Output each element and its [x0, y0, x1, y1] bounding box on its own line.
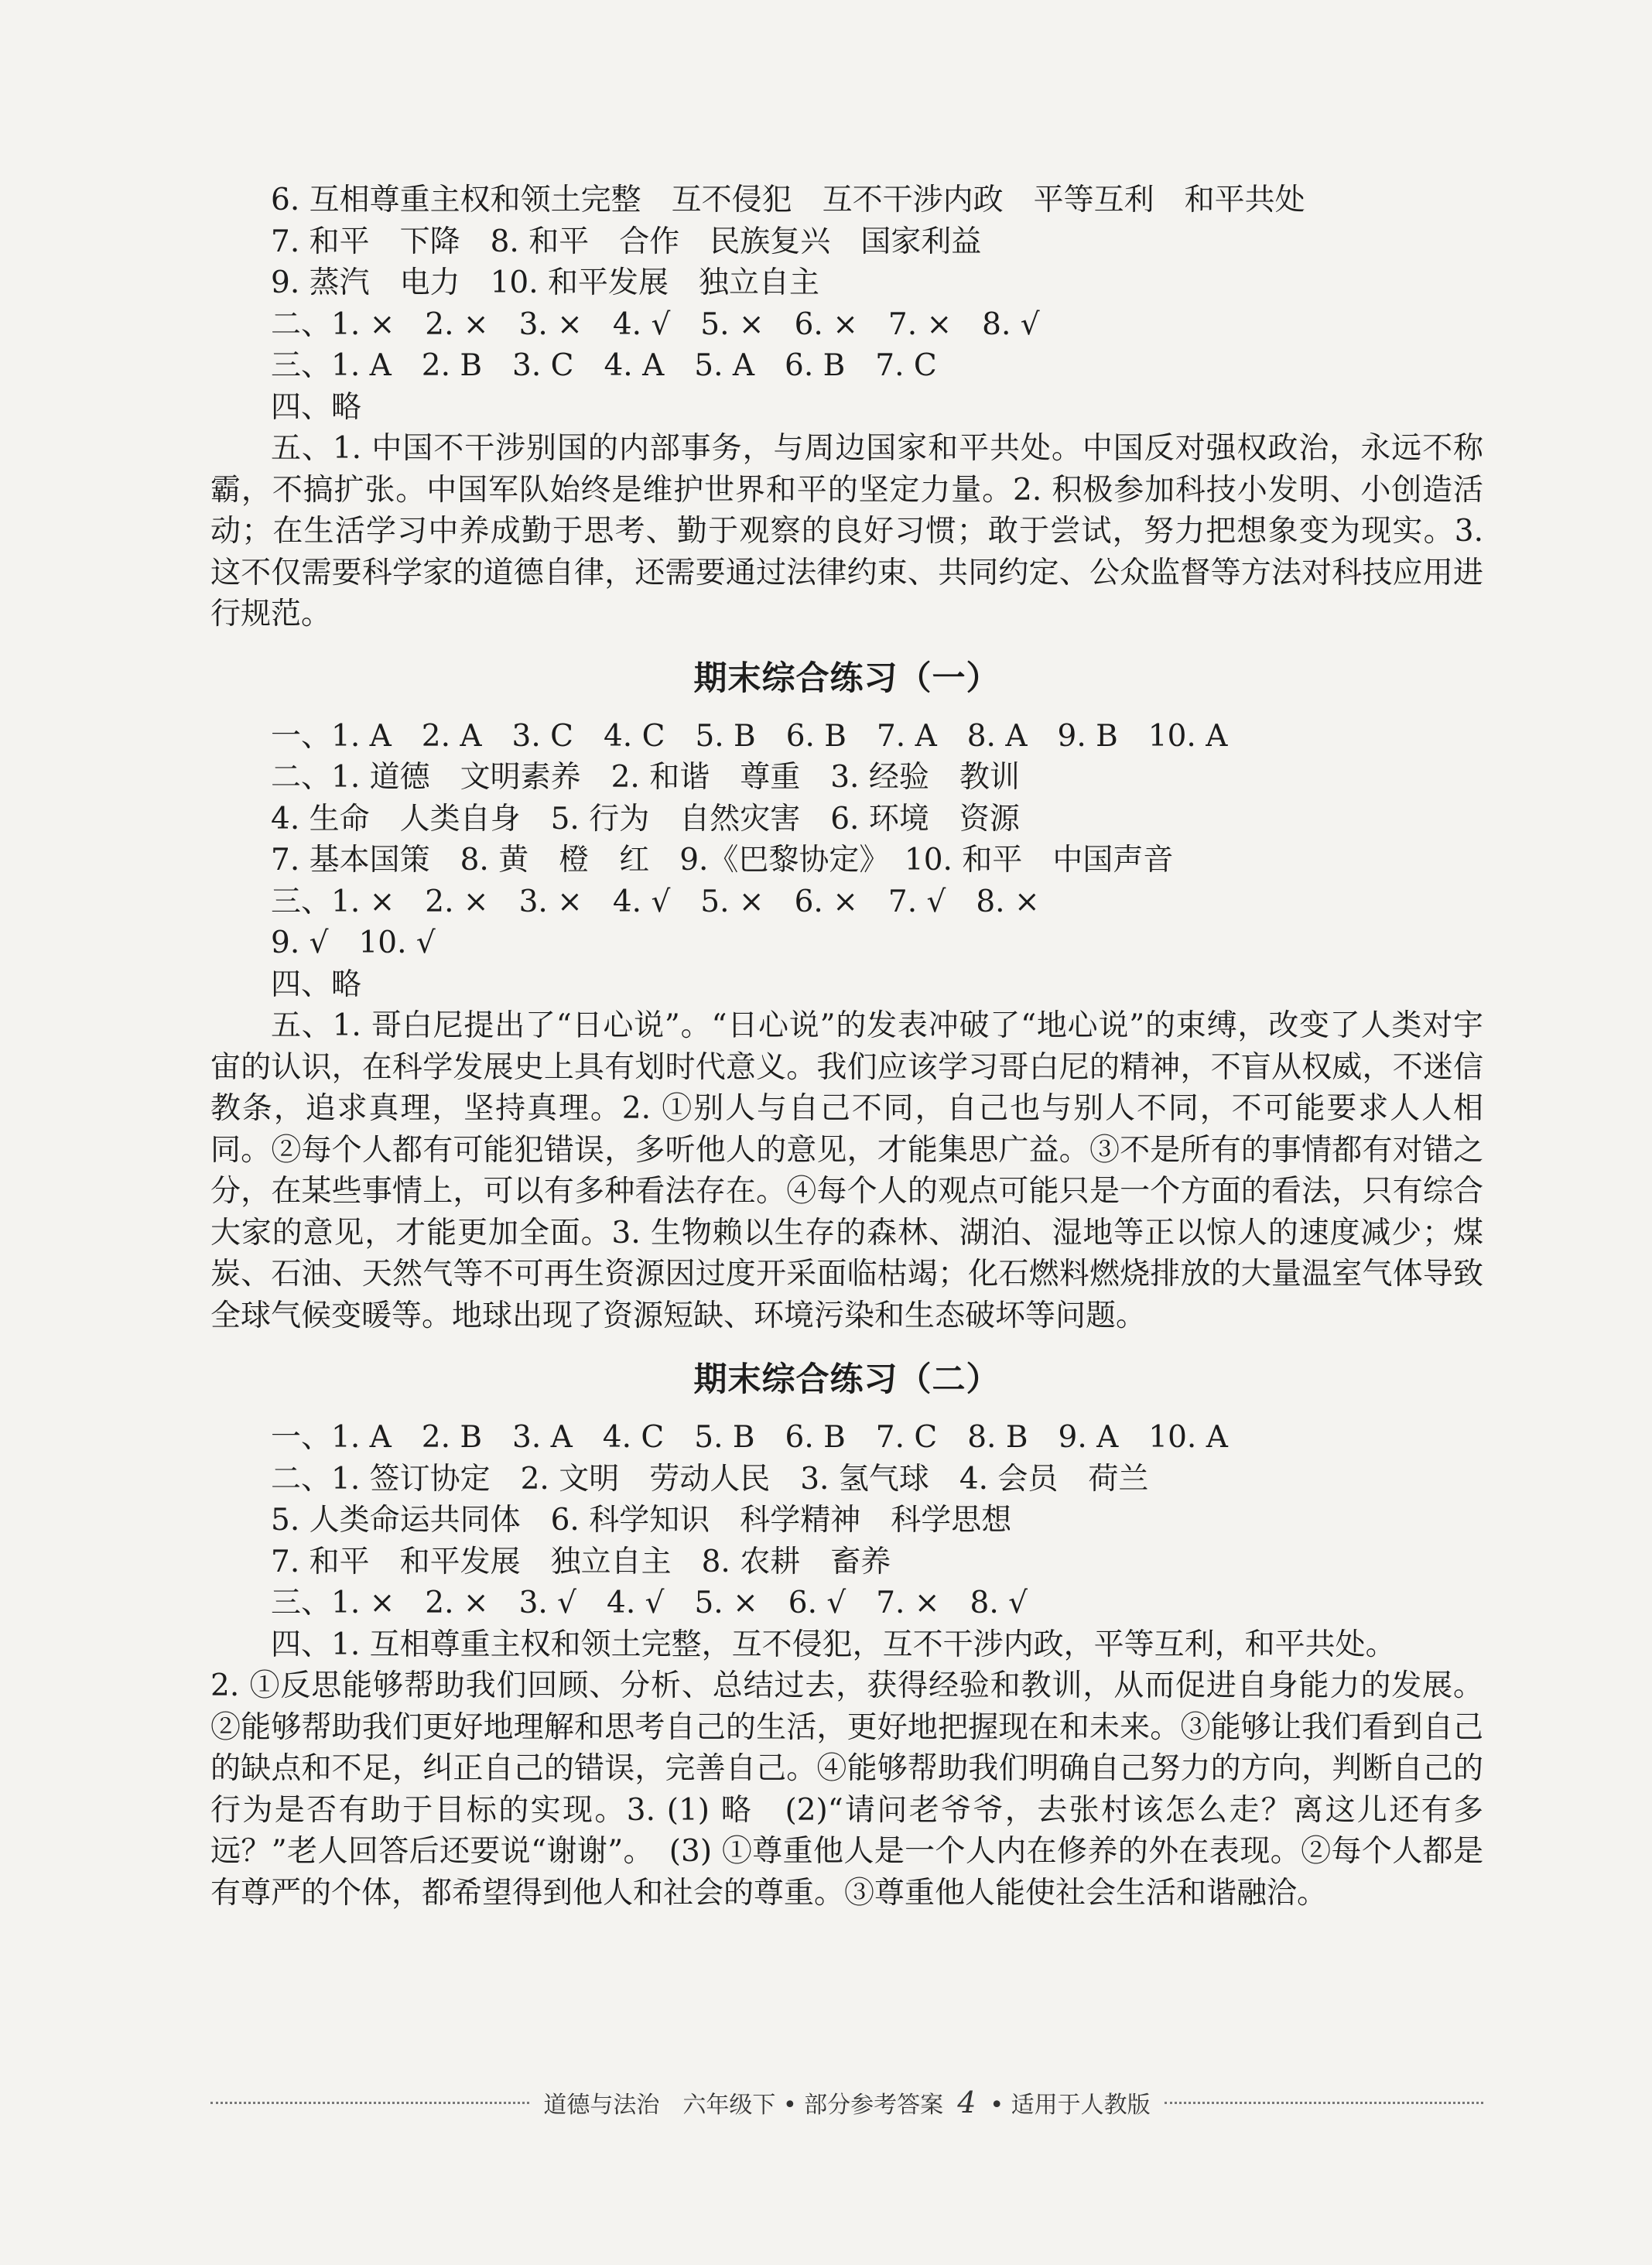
s1-answer-3: 三、1. × 2. × 3. × 4. √ 5. × 6. × 7. √ 8. × — [271, 884, 1040, 919]
footer-right-rule — [1165, 2102, 1483, 2104]
top-answer-5: 五、1. 中国不干涉别国的内部事务，与周边国家和平共处。中国反对强权政治，永远不称霸，不搞扩张。中国军队始终是维护世界和平的坚定力量。2. 积极参加科技小发明、小创造活动；在生活学习中养成勤于思考、勤于观察的良好习惯；敢于尝试，努力把想象变为现实。3. 这不仅需要科学家的道德自律，还需要通过法律约束、共同约定、公众监督等方法对科技应用进行规范。 — [210, 431, 1483, 631]
s2-answer-4-rest: 2. ①反思能够帮助我们回顾、分析、总结过去，获得经验和教训，从而促进自身能力的发展。②能够帮助我们更好地理解和思考自己的生活，更好地把握现在和未来。③能够让我们看到自己的缺点和不足，纠正自己的错误，完善自己。④能够帮助我们明确自己努力的方向，判断自己的行为是否有助于目标的实现。3. (1) 略 (2)“请问老爷爷，去张村该怎么走？离这儿还有多远？”老人回答后还要说“谢谢”。 (3) ①尊重他人是一个人内在修养的外在表现。②每个人都是有尊严的个体，都希望得到他人和社会的尊重。③尊重他人能使社会生活和谐融洽。 — [210, 1668, 1483, 1911]
section-1-title: 期末综合练习（一） — [693, 659, 1000, 698]
s1-answer-4: 四、略 — [271, 967, 362, 1002]
s2-answer-3: 三、1. × 2. × 3. √ 4. √ 5. × 6. √ 7. × 8. √ — [271, 1586, 1028, 1620]
s1-answer-2-cont-b: 7. 基本国策 8. 黄 橙 红 9.《巴黎协定》 10. 和平 中国声音 — [271, 843, 1174, 878]
s1-answer-5: 五、1. 哥白尼提出了“日心说”。“日心说”的发表冲破了“地心说”的束缚，改变了人类对宇宙的认识，在科学发展史上具有划时代意义。我们应该学习哥白尼的精神，不盲从权威，不迷信教条，追求真理，坚持真理。2. ①别人与自己不同，自己也与别人不同，不可能要求人人相同。②每个人都有可能犯错误，多听他人的意见，才能集思广益。③不是所有的事情都有对错之分，在某些事情上，可以有多种看法存在。④每个人的观点可能只是一个方面的看法，只有综合大家的意见，才能更加全面。3. 生物赖以生存的森林、湖泊、湿地等正以惊人的速度减少；煤炭、石油、天然气等不可再生资源因过度开采面临枯竭；化石燃料燃烧排放的大量温室气体导致全球气候变暖等。地球出现了资源短缺、环境污染和生态破坏等问题。 — [210, 1008, 1483, 1333]
footer-left-rule — [210, 2102, 529, 2104]
s2-answer-2-cont-a: 5. 人类命运共同体 6. 科学知识 科学精神 科学思想 — [271, 1503, 1012, 1538]
top-line-9: 9. 蒸汽 电力 10. 和平发展 独立自主 — [271, 265, 820, 300]
top-answer-4: 四、略 — [271, 389, 362, 425]
s1-answer-2-cont-a: 4. 生命 人类自身 5. 行为 自然灾害 6. 环境 资源 — [271, 801, 1020, 837]
top-line-7: 7. 和平 下降 8. 和平 合作 民族复兴 国家利益 — [271, 224, 982, 259]
footer-book-title: 道德与法治 六年级下 • 部分参考答案 — [543, 2092, 944, 2119]
top-answer-3: 三、1. A 2. B 3. C 4. A 5. A 6. B 7. C — [271, 348, 937, 383]
s1-answer-3-cont: 9. √ 10. √ — [271, 926, 436, 960]
section-2-title: 期末综合练习（二） — [693, 1360, 1000, 1399]
page-number: 4 — [957, 2085, 976, 2120]
footer-edition: • 适用于人教版 — [990, 2092, 1151, 2119]
top-answer-2: 二、1. × 2. × 3. × 4. √ 5. × 6. × 7. × 8. √ — [271, 306, 1040, 342]
top-line-6: 6. 互相尊重主权和领土完整 互不侵犯 互不干涉内政 平等互利 和平共处 — [271, 183, 1305, 217]
page-content — [210, 180, 1483, 1914]
s1-answer-1: 一、1. A 2. A 3. C 4. C 5. B 6. B 7. A 8. A 9. B 10. A — [271, 718, 1228, 754]
s2-answer-1: 一、1. A 2. B 3. A 4. C 5. B 6. B 7. C 8. B 9. A 10. A — [271, 1420, 1228, 1455]
page-footer — [210, 2087, 1483, 2118]
s2-answer-4-first: 四、1. 互相尊重主权和领土完整，互不侵犯，互不干涉内政，平等互利，和平共处。 — [271, 1627, 1396, 1662]
s2-answer-2: 二、1. 签订协定 2. 文明 劳动人民 3. 氢气球 4. 会员 荷兰 — [271, 1461, 1149, 1497]
s1-answer-2: 二、1. 道德 文明素养 2. 和谐 尊重 3. 经验 教训 — [271, 760, 1020, 795]
s2-answer-2-cont-b: 7. 和平 和平发展 独立自主 8. 农耕 畜养 — [271, 1544, 891, 1579]
